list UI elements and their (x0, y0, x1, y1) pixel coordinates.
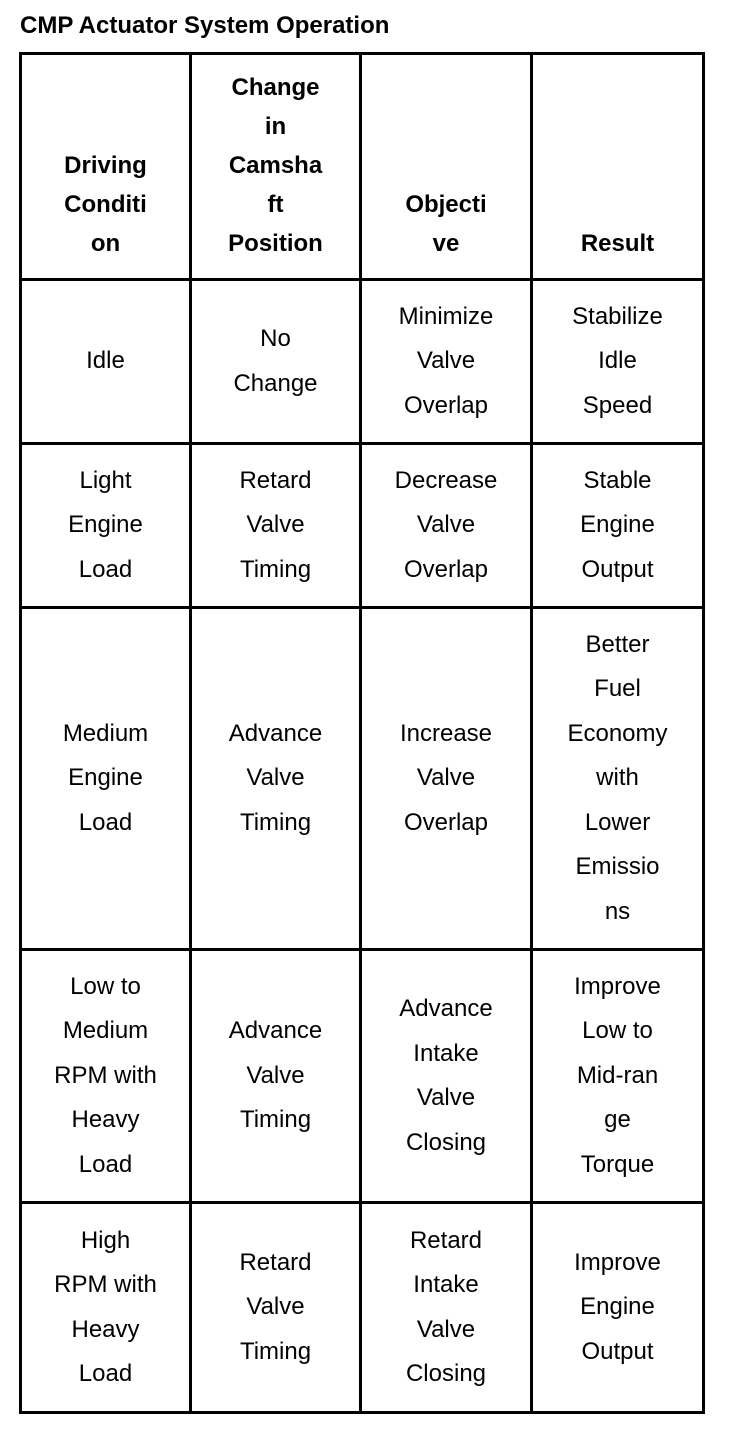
table-row (21, 280, 704, 444)
header-driving-condition: Driving Conditi on (21, 54, 191, 280)
header-row (21, 54, 704, 280)
table-row (21, 444, 704, 608)
cell-camshaft-change: Retard Valve Timing (191, 1203, 361, 1413)
cell-objective: Decrease Valve Overlap (361, 444, 532, 608)
cell-objective: Minimize Valve Overlap (361, 280, 532, 444)
page-title: CMP Actuator System Operation (20, 12, 390, 39)
cell-camshaft-change: Retard Valve Timing (191, 444, 361, 608)
operation-table (19, 52, 705, 1414)
cell-result: Improve Low to Mid-ran ge Torque (532, 950, 704, 1203)
header-objective: Objecti ve (361, 54, 532, 280)
cell-result: Better Fuel Economy with Lower Emissio ns (532, 608, 704, 950)
cell-camshaft-change: Advance Valve Timing (191, 950, 361, 1203)
header-camshaft-change: Change in Camsha ft Position (191, 54, 361, 280)
cell-objective: Advance Intake Valve Closing (361, 950, 532, 1203)
cell-driving-condition: Low to Medium RPM with Heavy Load (21, 950, 191, 1203)
cell-result: Improve Engine Output (532, 1203, 704, 1413)
cell-camshaft-change: Advance Valve Timing (191, 608, 361, 950)
cell-result: Stabilize Idle Speed (532, 280, 704, 444)
header-result: Result (532, 54, 704, 280)
cell-camshaft-change: No Change (191, 280, 361, 444)
table-row (21, 950, 704, 1203)
cell-objective: Increase Valve Overlap (361, 608, 532, 950)
cell-driving-condition: Idle (21, 280, 191, 444)
cell-result: Stable Engine Output (532, 444, 704, 608)
table-row (21, 608, 704, 950)
cell-objective: Retard Intake Valve Closing (361, 1203, 532, 1413)
cell-driving-condition: High RPM with Heavy Load (21, 1203, 191, 1413)
table-row (21, 1203, 704, 1413)
cell-driving-condition: Light Engine Load (21, 444, 191, 608)
cell-driving-condition: Medium Engine Load (21, 608, 191, 950)
